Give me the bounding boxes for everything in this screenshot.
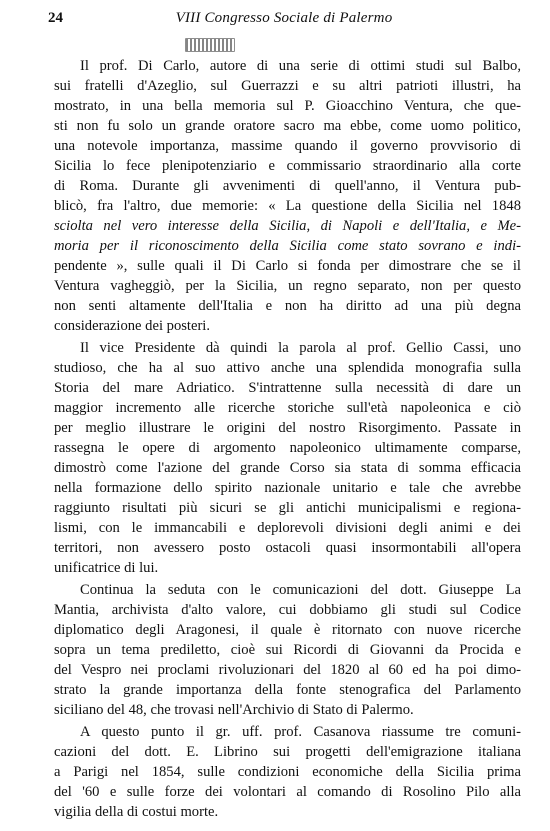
- text-line: per meglio illustrare le origini del nostro Risorgimento. Passate in: [54, 420, 521, 436]
- text-line: strato la grande importanza della fonte stenografica del Parlamento: [54, 682, 521, 698]
- text-line: sti non fu solo un grande oratore sacro ma ebbe, come uomo politico,: [54, 118, 521, 134]
- text-line: pendente », sulle quali il Di Carlo si fonda per dimostrare che se il: [54, 258, 521, 274]
- text-line: nella formazione dello spirito nazionale unitario e tale che avrebbe: [54, 480, 521, 496]
- text-line: A questo punto il gr. uff. prof. Casanova riassume tre comuni-: [80, 724, 521, 740]
- page-number: 24: [48, 10, 63, 26]
- text-line: Ventura vagheggiò, per la Sicilia, un regno separato, non per questo: [54, 278, 521, 294]
- text-line: cazioni del dott. E. Librino sui progetti dell'emigrazione italiana: [54, 744, 521, 760]
- text-line: territori, non avessero posto ostacoli quasi insormontabili all'opera: [54, 540, 521, 556]
- text-line: mostrato, in una bella memoria sul P. Gioacchino Ventura, che que-: [54, 98, 521, 114]
- text-line: di Roma. Durante gli avvenimenti di quell'anno, il Ventura pub-: [54, 178, 521, 194]
- text-line: del '60 e sulle forze dei volontari al comando di Rosolino Pilo alla: [54, 784, 521, 800]
- running-title: VIII Congresso Sociale di Palermo: [175, 10, 393, 26]
- text-line: dimostrò come l'azione del grande Corso sia stata di somma efficacia: [54, 460, 521, 476]
- text-line: rassegna le opere di argomento napoleonico ultimamente comparse,: [54, 440, 521, 456]
- text-line: sciolta nel vero interesse della Sicilia, di Napoli e dell'Italia, e Me-: [54, 218, 521, 234]
- text-line: Continua la seduta con le comunicazioni del dott. Giuseppe La: [80, 582, 521, 598]
- text-line: Sicilia lo fece plenipotenziario e commissario straordinario alla corte: [54, 158, 521, 174]
- text-line: a Parigi nel 1854, sulle condizioni economiche della Sicilia prima: [54, 764, 521, 780]
- text-line: blicò, fra l'altro, due memorie: « La questione della Sicilia nel 1848: [54, 198, 521, 214]
- text-line: lismi, con le immancabili e deplorevoli divisioni degli animi e dei: [54, 520, 521, 536]
- text-line: considerazione dei posteri.: [54, 318, 211, 334]
- stamp-mark: [185, 38, 235, 52]
- text-line: raggiunto risultati più sicuri se gli antichi municipalismi e regiona-: [54, 500, 521, 516]
- text-line: Il vice Presidente dà quindi la parola al prof. Gellio Cassi, uno: [80, 340, 521, 356]
- text-line: studioso, che ha al suo attivo anche una splendida monografia sulla: [54, 360, 521, 376]
- page-header: [48, 10, 520, 32]
- text-line: sui fratelli d'Azeglio, sul Guerrazzi e su altri patrioti illustri, ha: [54, 78, 521, 94]
- text-line: del Vespro nei proclami rivoluzionari del 1820 al 60 ed ha poi dimo-: [54, 662, 521, 678]
- text-line: Mantia, archivista d'alto valore, cui dobbiamo gli studi sul Codice: [54, 602, 521, 618]
- text-line: diplomatico degli Aragonesi, il quale è ritornato con nuove ricerche: [54, 622, 521, 638]
- text-line: non senti altamente dell'Italia e non ha diritto ad una più degna: [54, 298, 521, 314]
- text-line: moria per il riconoscimento della Sicilia come stato sovrano e indi-: [54, 238, 521, 254]
- text-line: siciliano del 48, che trovasi nell'Archivio di Stato di Palermo.: [54, 702, 414, 718]
- text-line: una notevole importanza, massime quando il governo provvisorio di: [54, 138, 521, 154]
- text-line: unificatrice di lui.: [54, 560, 159, 576]
- text-line: Storia del mare Adriatico. S'intrattenne sulla necessità di dare un: [54, 380, 521, 396]
- text-line: maggior incremento alle ricerche storiche sull'età napoleonica e ciò: [54, 400, 521, 416]
- text-line: Il prof. Di Carlo, autore di una serie di ottimi studi sul Balbo,: [80, 58, 521, 74]
- text-line: sopra un tema prediletto, cioè sui Ricordi di Giovanni da Procida e: [54, 642, 521, 658]
- text-line: vigilia della di costui morte.: [54, 804, 219, 820]
